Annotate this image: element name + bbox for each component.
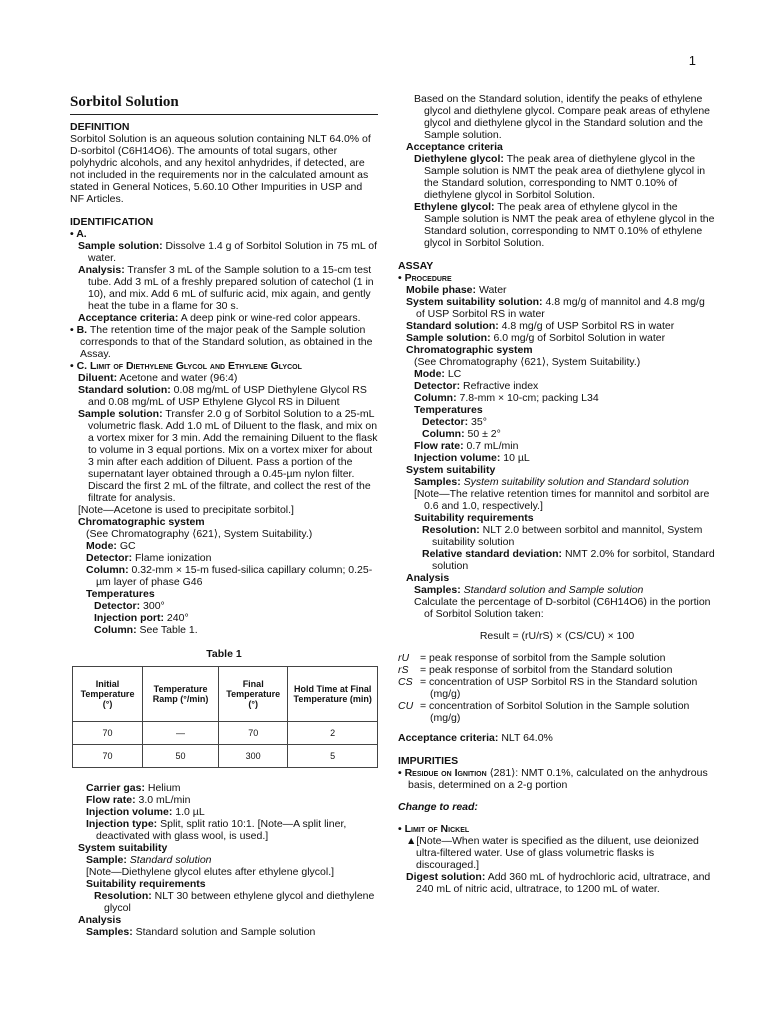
definition-text: Sorbitol Solution is an aqueous solution containing NLT 64.0% of D-sorbitol (C6H14O6). The amounts of total sugars, other polyhydric alcohols, and any hexitol anhydrides, if detected, are not included in the requirements nor in the calculated amount as stated in General Notices, 5.60.10 Other Impurities in USP and NF Articles.	[70, 133, 371, 205]
id-c-column: Column: 0.32-mm × 15-m fused-silica capillary column; 0.25-µm layer of phase G46	[86, 564, 373, 588]
assay-temps: Temperatures	[414, 404, 483, 416]
assay-column: Column: 7.8-mm × 10-cm; packing L34	[414, 392, 599, 404]
page-number: 1	[688, 53, 696, 68]
table-cell: 300	[219, 745, 288, 768]
table-row	[73, 722, 378, 745]
table-cell: 70	[219, 722, 288, 745]
assay-sample: Sample solution: 6.0 mg/g of Sorbitol Solution in water	[406, 332, 666, 344]
table-header: Hold Time at Final Temperature (min)	[288, 667, 378, 722]
assay-temp-column: Column: 50 ± 2°	[422, 428, 501, 440]
residue-on-ignition: • Residue on Ignition ⟨281⟩: NMT 0.1%, calculated on the anhydrous basis, determined on a 2-g portion	[398, 767, 708, 791]
formula-variable: CU = concentration of Sorbitol Solution in the Sample solution (mg/g)	[398, 700, 690, 724]
id-c-ss-note: [Note—Diethylene glycol elutes after ethylene glycol.]	[86, 866, 335, 878]
temperature-table	[72, 666, 378, 768]
assay-temp-detector: Detector: 35°	[422, 416, 487, 428]
id-c-mode: Mode: GC	[86, 540, 136, 552]
assay-ss-samples: Samples: System suitability solution and Standard solution	[414, 476, 689, 488]
assay-standard: Standard solution: 4.8 mg/g of USP Sorbitol RS in water	[406, 320, 675, 332]
table-header: Temperature Ramp (°/min)	[143, 667, 219, 722]
table-cell: 5	[288, 745, 378, 768]
table-cell: —	[143, 722, 219, 745]
assay-analysis: Analysis	[406, 572, 450, 584]
id-c-temp-detector: Detector: 300°	[94, 600, 165, 612]
id-c-ss-sample: Sample: Standard solution	[86, 854, 212, 866]
right-column	[398, 93, 716, 895]
id-c-ss-res: Resolution: NLT 30 between ethylene glycol and diethylene glycol	[94, 890, 375, 914]
id-c-carrier: Carrier gas: Helium	[86, 782, 181, 794]
id-c-accept: Acceptance criteria	[406, 141, 503, 153]
assay-sss: System suitability solution: 4.8 mg/g of mannitol and 4.8 mg/g of USP Sorbitol RS in water	[406, 296, 705, 320]
table-cell: 70	[73, 722, 143, 745]
assay-resolution: Resolution: NLT 2.0 between sorbitol and mannitol, System suitability solution	[422, 524, 703, 548]
formula-variable: rU = peak response of sorbitol from the Sample solution	[398, 652, 666, 664]
assay-chrom: Chromatographic system	[406, 344, 533, 356]
table-cell: 2	[288, 722, 378, 745]
id-c-note: [Note—Acetone is used to precipitate sorbitol.]	[78, 504, 294, 516]
assay-rsd: Relative standard deviation: NMT 2.0% for sorbitol, Standard solution	[422, 548, 715, 572]
formula-variable: CS = concentration of USP Sorbitol RS in the Standard solution (mg/g)	[398, 676, 698, 700]
id-c-chrom-see: (See Chromatography ⟨621⟩, System Suitability.)	[86, 528, 313, 540]
assay-mode: Mode: LC	[414, 368, 462, 380]
assay-formula: Result = (rU/rS) × (CS/CU) × 100	[479, 630, 635, 642]
id-c-temps: Temperatures	[86, 588, 155, 600]
table-header: Final Temperature (°)	[219, 667, 288, 722]
assay-req: Suitability requirements	[414, 512, 534, 524]
assay-flow: Flow rate: 0.7 mL/min	[414, 440, 519, 452]
id-c-injvol: Injection volume: 1.0 µL	[86, 806, 205, 818]
id-c-detector: Detector: Flame ionization	[86, 552, 212, 564]
id-c-temp-injport: Injection port: 240°	[94, 612, 189, 624]
identification-heading: IDENTIFICATION	[70, 216, 154, 228]
limit-of-nickel: • Limit of Nickel	[398, 823, 470, 835]
table-cell: 70	[73, 745, 143, 768]
id-c-samples: Samples: Standard solution and Sample solution	[86, 926, 316, 938]
id-a-sample: Sample solution: Dissolve 1.4 g of Sorbitol Solution in 75 mL of water.	[78, 240, 377, 264]
id-c-flow: Flow rate: 3.0 mL/min	[86, 794, 191, 806]
id-c-eg: Ethylene glycol: The peak area of ethylene glycol in the Sample solution is NMT the peak area of ethylene glycol in the Standard solution, corresponding to NMT 0.10% of ethylene glycol in Sorbitol Solution.	[414, 201, 715, 249]
id-c-analysis-text: Based on the Standard solution, identify the peaks of ethylene glycol and diethylene glycol. Compare peak areas of ethylene glycol and diethylene glycol in the Standard solution and the Sample solution.	[414, 93, 711, 141]
id-c-diluent: Diluent: Acetone and water (96:4)	[78, 372, 238, 384]
table-cell: 50	[143, 745, 219, 768]
id-c-injtype: Injection type: Split, split ratio 10:1. [Note—A split liner, deactivated with glass wool, is used.]	[86, 818, 347, 842]
assay-heading: ASSAY	[398, 260, 434, 272]
id-a-acceptance: Acceptance criteria: A deep pink or wine-red color appears.	[78, 312, 361, 324]
id-c-analysis: Analysis	[78, 914, 122, 926]
assay-ss: System suitability	[406, 464, 496, 476]
table-row	[73, 745, 378, 768]
id-c-sample: Sample solution: Transfer 2.0 g of Sorbitol Solution to a 25-mL volumetric flask. Add 1.0 mL of Diluent to the flask, and mix on a vortex mixer for 3 min. Add the remaining Diluent to the flask to volume in 3 equal portions. Mix on a vortex mixer for about 3 min after each addition of Diluent. Pass a portion of the supernatant layer obtained through a 0.45-µm nylon filter. Discard the first 2 mL of the filtrate, and collect the rest of the filtrate for analysis.	[78, 408, 378, 504]
change-to-read: Change to read:	[398, 801, 478, 813]
definition-heading: DEFINITION	[70, 121, 130, 133]
id-c-ss-req: Suitability requirements	[86, 878, 206, 890]
id-a-label: • A.	[70, 228, 87, 240]
assay-procedure: • Procedure	[398, 272, 452, 284]
table-header: Initial Temperature (°)	[73, 667, 143, 722]
formula-variable: rS = peak response of sorbitol from the Standard solution	[398, 664, 673, 676]
id-c-standard: Standard solution: 0.08 mg/mL of USP Diethylene Glycol RS and 0.08 mg/mL of USP Ethylene Glycol RS in Diluent	[78, 384, 367, 408]
assay-analysis-samples: Samples: Standard solution and Sample solution	[414, 584, 644, 596]
id-c-ss: System suitability	[78, 842, 168, 854]
impurities-heading: IMPURITIES	[398, 755, 459, 767]
id-c-deg: Diethylene glycol: The peak area of diethylene glycol in the Sample solution is NMT the peak area of diethylene glycol in the Standard solution, corresponding to NMT 0.10% of diethylene glycol in Sorbitol Solution.	[414, 153, 706, 201]
assay-detector: Detector: Refractive index	[414, 380, 539, 392]
assay-acceptance: Acceptance criteria: NLT 64.0%	[398, 732, 553, 744]
id-c-label: • C. Limit of Diethylene Glycol and Ethylene Glycol	[70, 360, 302, 372]
assay-calc: Calculate the percentage of D-sorbitol (C6H14O6) in the portion of Sorbitol Solution taken:	[414, 596, 711, 620]
assay-injvol: Injection volume: 10 µL	[414, 452, 530, 464]
monograph-title: Sorbitol Solution	[70, 93, 378, 115]
assay-chrom-see: (See Chromatography ⟨621⟩, System Suitability.)	[414, 356, 641, 368]
table-caption: Table 1	[206, 648, 242, 660]
id-a-analysis: Analysis: Transfer 3 mL of the Sample solution to a 15-cm test tube. Add 3 mL of a freshly prepared solution of catechol (1 in 10), and mix. Add 6 mL of sulfuric acid, mix again, and gently heat the tube in a flame for 30 s.	[78, 264, 374, 312]
left-column	[70, 93, 378, 938]
id-c-temp-column: Column: See Table 1.	[94, 624, 198, 636]
assay-ss-note: [Note—The relative retention times for mannitol and sorbitol are 0.6 and 1.0, respectively.]	[414, 488, 710, 512]
digest-solution: Digest solution: Add 360 mL of hydrochloric acid, ultratrace, and 240 mL of nitric acid, ultratrace, to 1200 mL of water.	[406, 871, 711, 895]
assay-mobile: Mobile phase: Water	[406, 284, 507, 296]
id-c-chrom: Chromatographic system	[78, 516, 205, 528]
nickel-note: ▲[Note—When water is specified as the diluent, use deionized ultra-filtered water. Use of glass volumetric flasks is discouraged.]	[406, 835, 699, 871]
id-b: • B. The retention time of the major peak of the Sample solution corresponds to that of the Standard solution, as obtained in the Assay.	[70, 324, 373, 360]
